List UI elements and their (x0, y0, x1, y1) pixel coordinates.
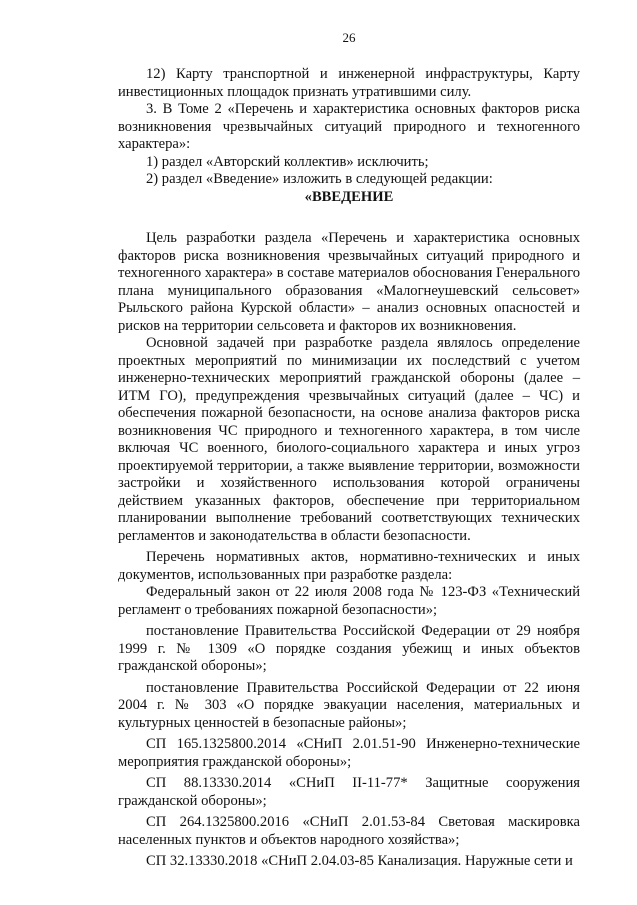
paragraph-main-task: Основной задачей при разработке раздела являлось определение проектных мероприятий по минимизации их последствий с учетом инженерно-технических мероприятий гражданской обороны (далее – ИТМ ГО), предупреждения чрезвычайных ситуаций (далее – ЧС) и обеспечения пожарной безопасности, на основе анализа факторов риска возникновения ЧС природного и техногенного характера, в том числе включая ЧС военного, биолого-социального характера и иных угроз проектируемой территории, а также выявление территории, возможности застройки и хозяйственного использования которой ограничены действием указанных факторов, обеспечение при территориальном планировании выполнение требований соответствующих технических регламентов и законодательства в области безопасности. (118, 335, 580, 544)
list-item-sp-32: СП 32.13330.2018 «СНиП 2.04.03-85 Канализация. Наружные сети и (146, 853, 573, 869)
introduction-body (118, 230, 580, 871)
intro-section (118, 66, 580, 206)
paragraph-item-2: 2) раздел «Введение» изложить в следующей редакции: (146, 171, 493, 187)
list-item-federal-law: Федеральный закон от 22 июля 2008 года № 123-ФЗ «Технический регламент о требованиях пожарной безопасности»; (118, 584, 580, 618)
paragraph-documents-list: Перечень нормативных актов, нормативно-технических и иных документов, использованных при разработке раздела: (118, 549, 580, 583)
list-item-sp-264: СП 264.1325800.2016 «СНиП 2.01.53-84 Световая маскировка населенных пунктов и объектов народного хозяйства»; (118, 814, 580, 848)
list-item-sp-88: СП 88.13330.2014 «СНиП II-11-77* Защитные сооружения гражданской обороны»; (118, 775, 580, 809)
list-item-resolution-1309: постановление Правительства Российской Федерации от 29 ноября 1999 г. № 1309 «О порядке создания убежищ и иных объектов гражданской обороны»; (118, 623, 580, 674)
list-item-resolution-303: постановление Правительства Российской Федерации от 22 июня 2004 г. № 303 «О порядке эвакуации населения, материальных и культурных ценностей в безопасные районы»; (118, 679, 580, 731)
section-heading: «ВВЕДЕНИЕ (304, 188, 394, 205)
paragraph-item-1: 1) раздел «Авторский коллектив» исключить; (146, 153, 429, 170)
paragraph-volume-2: 3. В Томе 2 «Перечень и характеристика основных факторов риска возникновения чрезвычайных ситуаций природного и техногенного характера»: (118, 101, 580, 152)
page-number: 26 (342, 30, 356, 45)
list-item-sp-165: СП 165.1325800.2014 «СНиП 2.01.51-90 Инженерно-технические мероприятия гражданской обороны»; (118, 736, 580, 770)
paragraph-purpose: Цель разработки раздела «Перечень и характеристика основных факторов риска возникновения чрезвычайных ситуаций природного и техногенного характера» в составе материалов обоснования Генерального плана муниципального образования «Малогнеушевский сельсовет» Рыльского района Курской области» – анализ основных опасностей и рисков на территории сельсовета и факторов их возникновения. (118, 230, 580, 334)
paragraph-item-12: 12) Карту транспортной и инженерной инфраструктуры, Карту инвестиционных площадок признать утратившими силу. (118, 66, 580, 100)
